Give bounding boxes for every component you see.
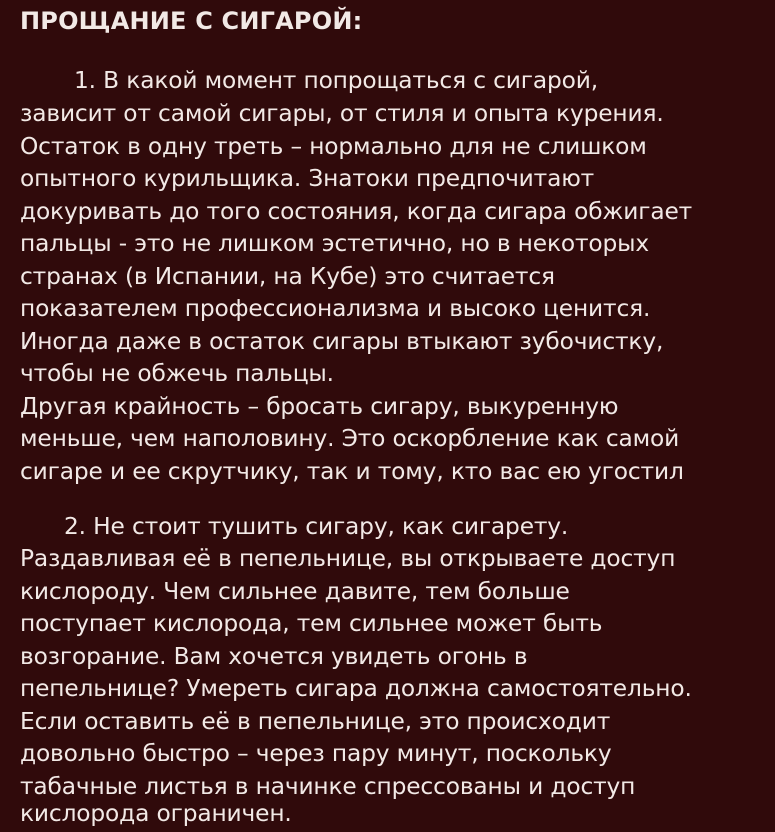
paragraph-1-line: Иногда даже в остаток сигары втыкают зубочистку,: [20, 328, 664, 355]
paragraph-1-line: показателем профессионализма и высоко ценится.: [20, 295, 651, 322]
paragraph-1-line: 1. В какой момент попрощаться с сигарой,: [74, 67, 598, 94]
paragraph-2-line: пепельнице? Умереть сигара должна самостоятельно.: [20, 675, 692, 702]
paragraph-2-line: 2. Не стоит тушить сигару, как сигарету.: [64, 513, 569, 540]
paragraph-1-line: зависит от самой сигары, от стиля и опыта курения.: [20, 100, 664, 127]
paragraph-1-line: пальцы - это не лишком эстетично, но в некоторых: [20, 230, 650, 257]
paragraph-1-line: Остаток в одну треть – нормально для не слишком: [20, 133, 647, 160]
paragraph-1-line: меньше, чем наполовину. Это оскорбление как самой: [20, 425, 680, 452]
paragraph-1-line: докуривать до того состояния, когда сигара обжигает: [20, 198, 693, 225]
paragraph-2-line: кислорода ограничен.: [20, 800, 292, 827]
paragraph-1-line: чтобы не обжечь пальцы.: [20, 360, 334, 387]
paragraph-2-line: кислороду. Чем сильнее давите, тем больше: [20, 578, 570, 605]
paragraph-2-line: Если оставить её в пепельнице, это происходит: [20, 708, 611, 735]
paragraph-2-line: возгорание. Вам хочется увидеть огонь в: [20, 643, 528, 670]
paragraph-1-line: странах (в Испании, на Кубе) это считается: [20, 263, 555, 290]
paragraph-2-line: довольно быстро – через пару минут, поскольку: [20, 740, 612, 767]
paragraph-1-line: Другая крайность – бросать сигару, выкуренную: [20, 393, 619, 420]
paragraph-2-line: поступает кислорода, тем сильнее может быть: [20, 610, 603, 637]
paragraph-1-line: опытного курильщика. Знатоки предпочитают: [20, 165, 595, 192]
paragraph-2-line: Раздавливая её в пепельнице, вы открываете доступ: [20, 545, 676, 572]
paragraph-1-line: сигаре и ее скрутчику, так и тому, кто вас ею угостил: [20, 458, 684, 485]
paragraph-2-line: табачные листья в начинке спрессованы и доступ: [20, 773, 636, 800]
page-title: ПРОЩАНИЕ С СИГАРОЙ:: [20, 7, 363, 35]
